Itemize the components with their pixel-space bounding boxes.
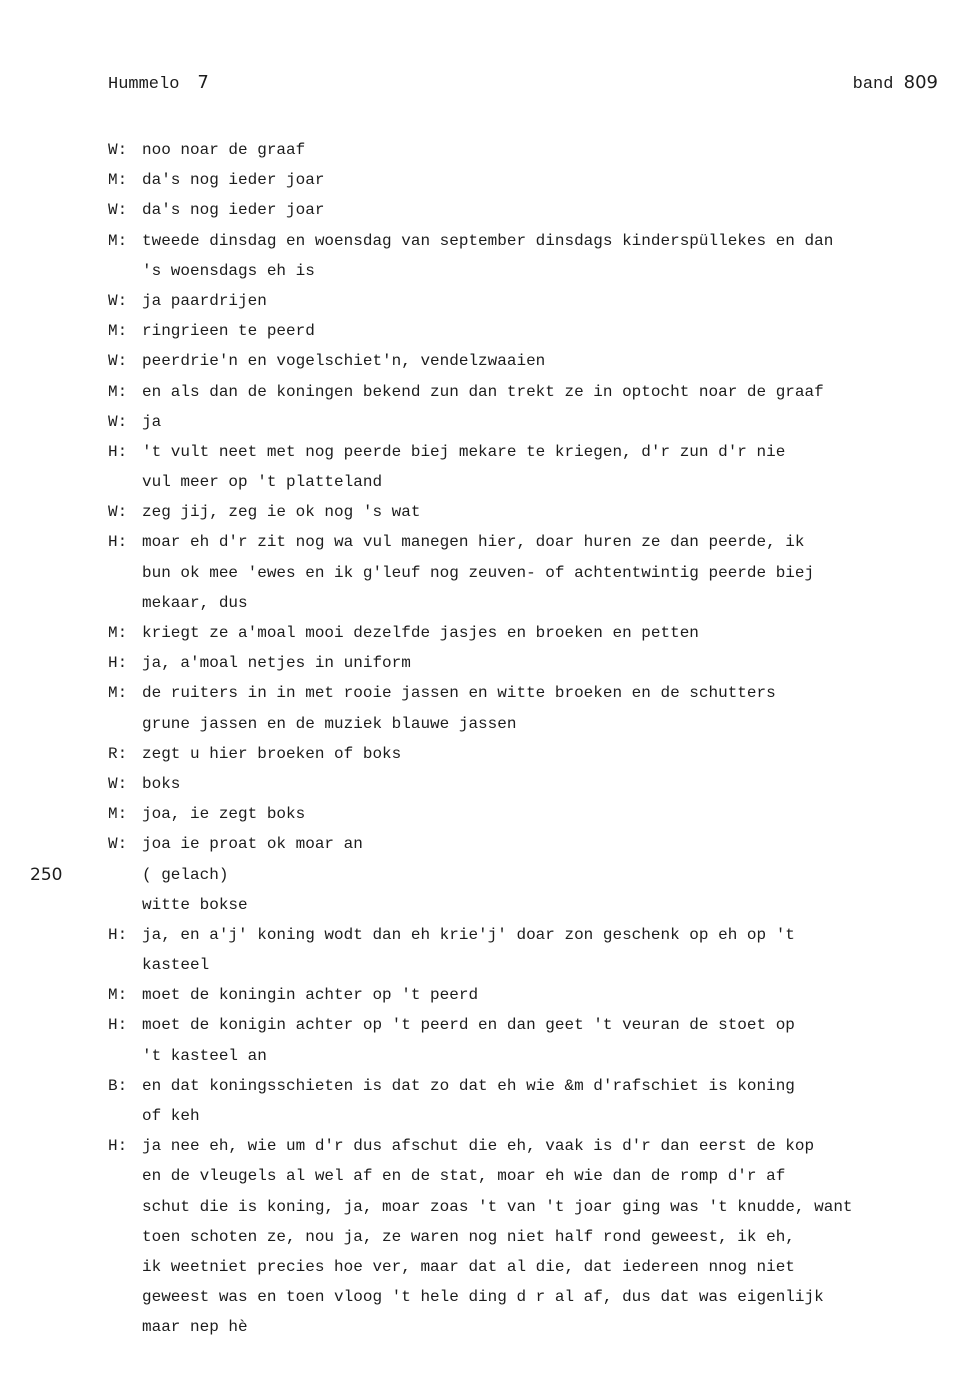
- transcript-line: [108, 648, 958, 678]
- transcript-line: [108, 1252, 958, 1282]
- transcript-line: [108, 799, 958, 829]
- speaker-label: H:: [108, 442, 128, 461]
- page-header-left: [108, 72, 209, 94]
- utterance-text: en dat koningsschieten is dat zo dat eh wie &m d'rafschiet is koning: [142, 1076, 795, 1095]
- transcript-line: [108, 377, 958, 407]
- utterance-text: kriegt ze a'moal mooi dezelfde jasjes en broeken en petten: [142, 624, 699, 642]
- utterance-text: moar eh d'r zit nog wa vul manegen hier, doar huren ze dan peerde, ik: [142, 533, 805, 552]
- transcript-line: [108, 226, 958, 256]
- transcript-line: [108, 1010, 958, 1040]
- transcript-line: [108, 497, 958, 527]
- band-label: band: [852, 75, 894, 94]
- speaker-label: M:: [108, 231, 128, 250]
- transcript-line: [108, 890, 958, 920]
- transcript-line: [108, 467, 958, 497]
- utterance-text: en als dan de koningen bekend zun dan trekt ze in optocht noar de graaf: [142, 382, 824, 401]
- speaker-label: W:: [108, 835, 128, 854]
- transcript-line: [108, 1312, 958, 1342]
- transcript-line: [108, 980, 958, 1010]
- utterance-text: geweest was en toen vloog 't hele ding d r al af, dus dat was eigenlijk: [142, 1288, 824, 1307]
- transcript-line: [108, 829, 958, 859]
- utterance-text: tweede dinsdag en woensdag van september dinsdags kinderspüllekes en dan: [142, 231, 834, 250]
- utterance-text: ja nee eh, wie um d'r dus afschut die eh, vaak is d'r dan eerst de kop: [142, 1137, 815, 1156]
- transcript-line: [108, 1192, 958, 1222]
- transcript-line: [108, 407, 958, 437]
- transcript-line: [108, 1041, 958, 1071]
- transcript-line: [108, 618, 958, 648]
- transcript-line: [108, 286, 958, 316]
- utterance-text: mekaar, dus: [142, 593, 248, 612]
- place-name: Hummelo: [108, 75, 180, 94]
- speaker-label: H:: [108, 925, 128, 944]
- page-number: 7: [197, 72, 209, 93]
- utterance-text: ja paardrijen: [142, 291, 267, 310]
- utterance-text: en de vleugels al wel af en de stat, moar eh wie dan de romp d'r af: [142, 1167, 786, 1186]
- transcript-line: [108, 588, 958, 618]
- speaker-label: W:: [108, 503, 128, 522]
- transcript-line: [108, 920, 958, 950]
- utterance-text: zegt u hier broeken of boks: [142, 744, 402, 763]
- utterance-text: 's woensdags eh is: [142, 261, 315, 280]
- transcript-line: [108, 709, 958, 739]
- utterance-text: toen schoten ze, nou ja, ze waren nog niet half rond geweest, ik eh,: [142, 1227, 795, 1246]
- utterance-text: joa ie proat ok moar an: [142, 835, 363, 854]
- speaker-label: W:: [108, 141, 128, 159]
- utterance-text: boks: [142, 774, 181, 793]
- transcript-line: [108, 1101, 958, 1131]
- utterance-text: moet de koningin achter op 't peerd: [142, 986, 479, 1005]
- transcript-line: [108, 950, 958, 980]
- utterance-text: peerdrie'n en vogelschiet'n, vendelzwaaien: [142, 352, 546, 371]
- speaker-label: W:: [108, 201, 128, 220]
- utterance-text: moet de konigin achter op 't peerd en dan geet 't veuran de stoet op: [142, 1016, 795, 1035]
- utterance-text: de ruiters in in met rooie jassen en witte broeken en de schutters: [142, 684, 776, 703]
- transcript-line: [108, 769, 958, 799]
- speaker-label: H:: [108, 533, 128, 552]
- transcript-line: [108, 1131, 958, 1161]
- utterance-text: zeg jij, zeg ie ok nog 's wat: [142, 503, 421, 522]
- utterance-text: ja: [142, 412, 162, 431]
- page-header-right: [853, 72, 938, 94]
- transcript-line: [108, 1282, 958, 1312]
- utterance-text: schut die is koning, ja, moar zoas 't van 't joar ging was 't knudde, want: [142, 1197, 853, 1216]
- utterance-text: da's nog ieder joar: [142, 201, 325, 220]
- speaker-label: M:: [108, 322, 128, 341]
- speaker-label: M:: [108, 382, 128, 401]
- speaker-label: B:: [108, 1076, 128, 1095]
- utterance-text: of keh: [142, 1107, 200, 1125]
- transcript-line: [108, 316, 958, 346]
- utterance-text: witte bokse: [142, 895, 248, 914]
- utterance-text: ( gelach): [142, 865, 229, 884]
- utterance-text: maar nep hè: [142, 1318, 248, 1337]
- speaker-label: H:: [108, 1016, 128, 1035]
- transcript-line: [30, 860, 958, 890]
- speaker-label: W:: [108, 412, 128, 431]
- speaker-label: M:: [108, 624, 128, 642]
- speaker-label: M:: [108, 805, 128, 824]
- speaker-label: H:: [108, 1137, 128, 1156]
- transcript-line: [108, 558, 958, 588]
- utterance-text: vul meer op 't platteland: [142, 473, 383, 492]
- transcript-line: [108, 1222, 958, 1252]
- utterance-text: 't kasteel an: [142, 1046, 267, 1065]
- band-number: 809: [903, 72, 938, 93]
- margin-line-number: 250: [30, 864, 63, 885]
- transcript-line: [108, 135, 958, 165]
- transcript-line: [108, 1161, 958, 1191]
- utterance-text: kasteel: [142, 956, 210, 975]
- speaker-label: M:: [108, 986, 128, 1005]
- speaker-label: W:: [108, 352, 128, 371]
- transcript-line: [108, 739, 958, 769]
- speaker-label: M:: [108, 171, 128, 190]
- transcript-line: [108, 678, 958, 708]
- speaker-label: H:: [108, 654, 128, 673]
- utterance-text: ja, en a'j' koning wodt dan eh krie'j' doar zon geschenk op eh op 't: [142, 925, 795, 944]
- utterance-text: ringrieen te peerd: [142, 322, 315, 341]
- utterance-text: noo noar de graaf: [142, 141, 306, 159]
- speaker-label: W:: [108, 291, 128, 310]
- speaker-label: R:: [108, 744, 128, 763]
- speaker-label: M:: [108, 684, 128, 703]
- transcript-line: [108, 256, 958, 286]
- transcript-line: [108, 195, 958, 225]
- speaker-label: W:: [108, 774, 128, 793]
- transcript-line: [108, 527, 958, 557]
- utterance-text: joa, ie zegt boks: [142, 805, 306, 824]
- transcript-body: [30, 135, 958, 1343]
- transcript-line: [108, 346, 958, 376]
- transcript-line: [108, 437, 958, 467]
- utterance-text: bun ok mee 'ewes en ik g'leuf nog zeuven- of achtentwintig peerde biej: [142, 563, 815, 582]
- transcript-line: [108, 165, 958, 195]
- utterance-text: grune jassen en de muziek blauwe jassen: [142, 714, 517, 733]
- utterance-text: ja, a'moal netjes in uniform: [142, 654, 411, 673]
- transcript-line: [108, 1071, 958, 1101]
- utterance-text: da's nog ieder joar: [142, 171, 325, 190]
- utterance-text: ik weetniet precies hoe ver, maar dat al die, dat iedereen nnog niet: [142, 1257, 795, 1276]
- utterance-text: 't vult neet met nog peerde biej mekare te kriegen, d'r zun d'r nie: [142, 442, 786, 461]
